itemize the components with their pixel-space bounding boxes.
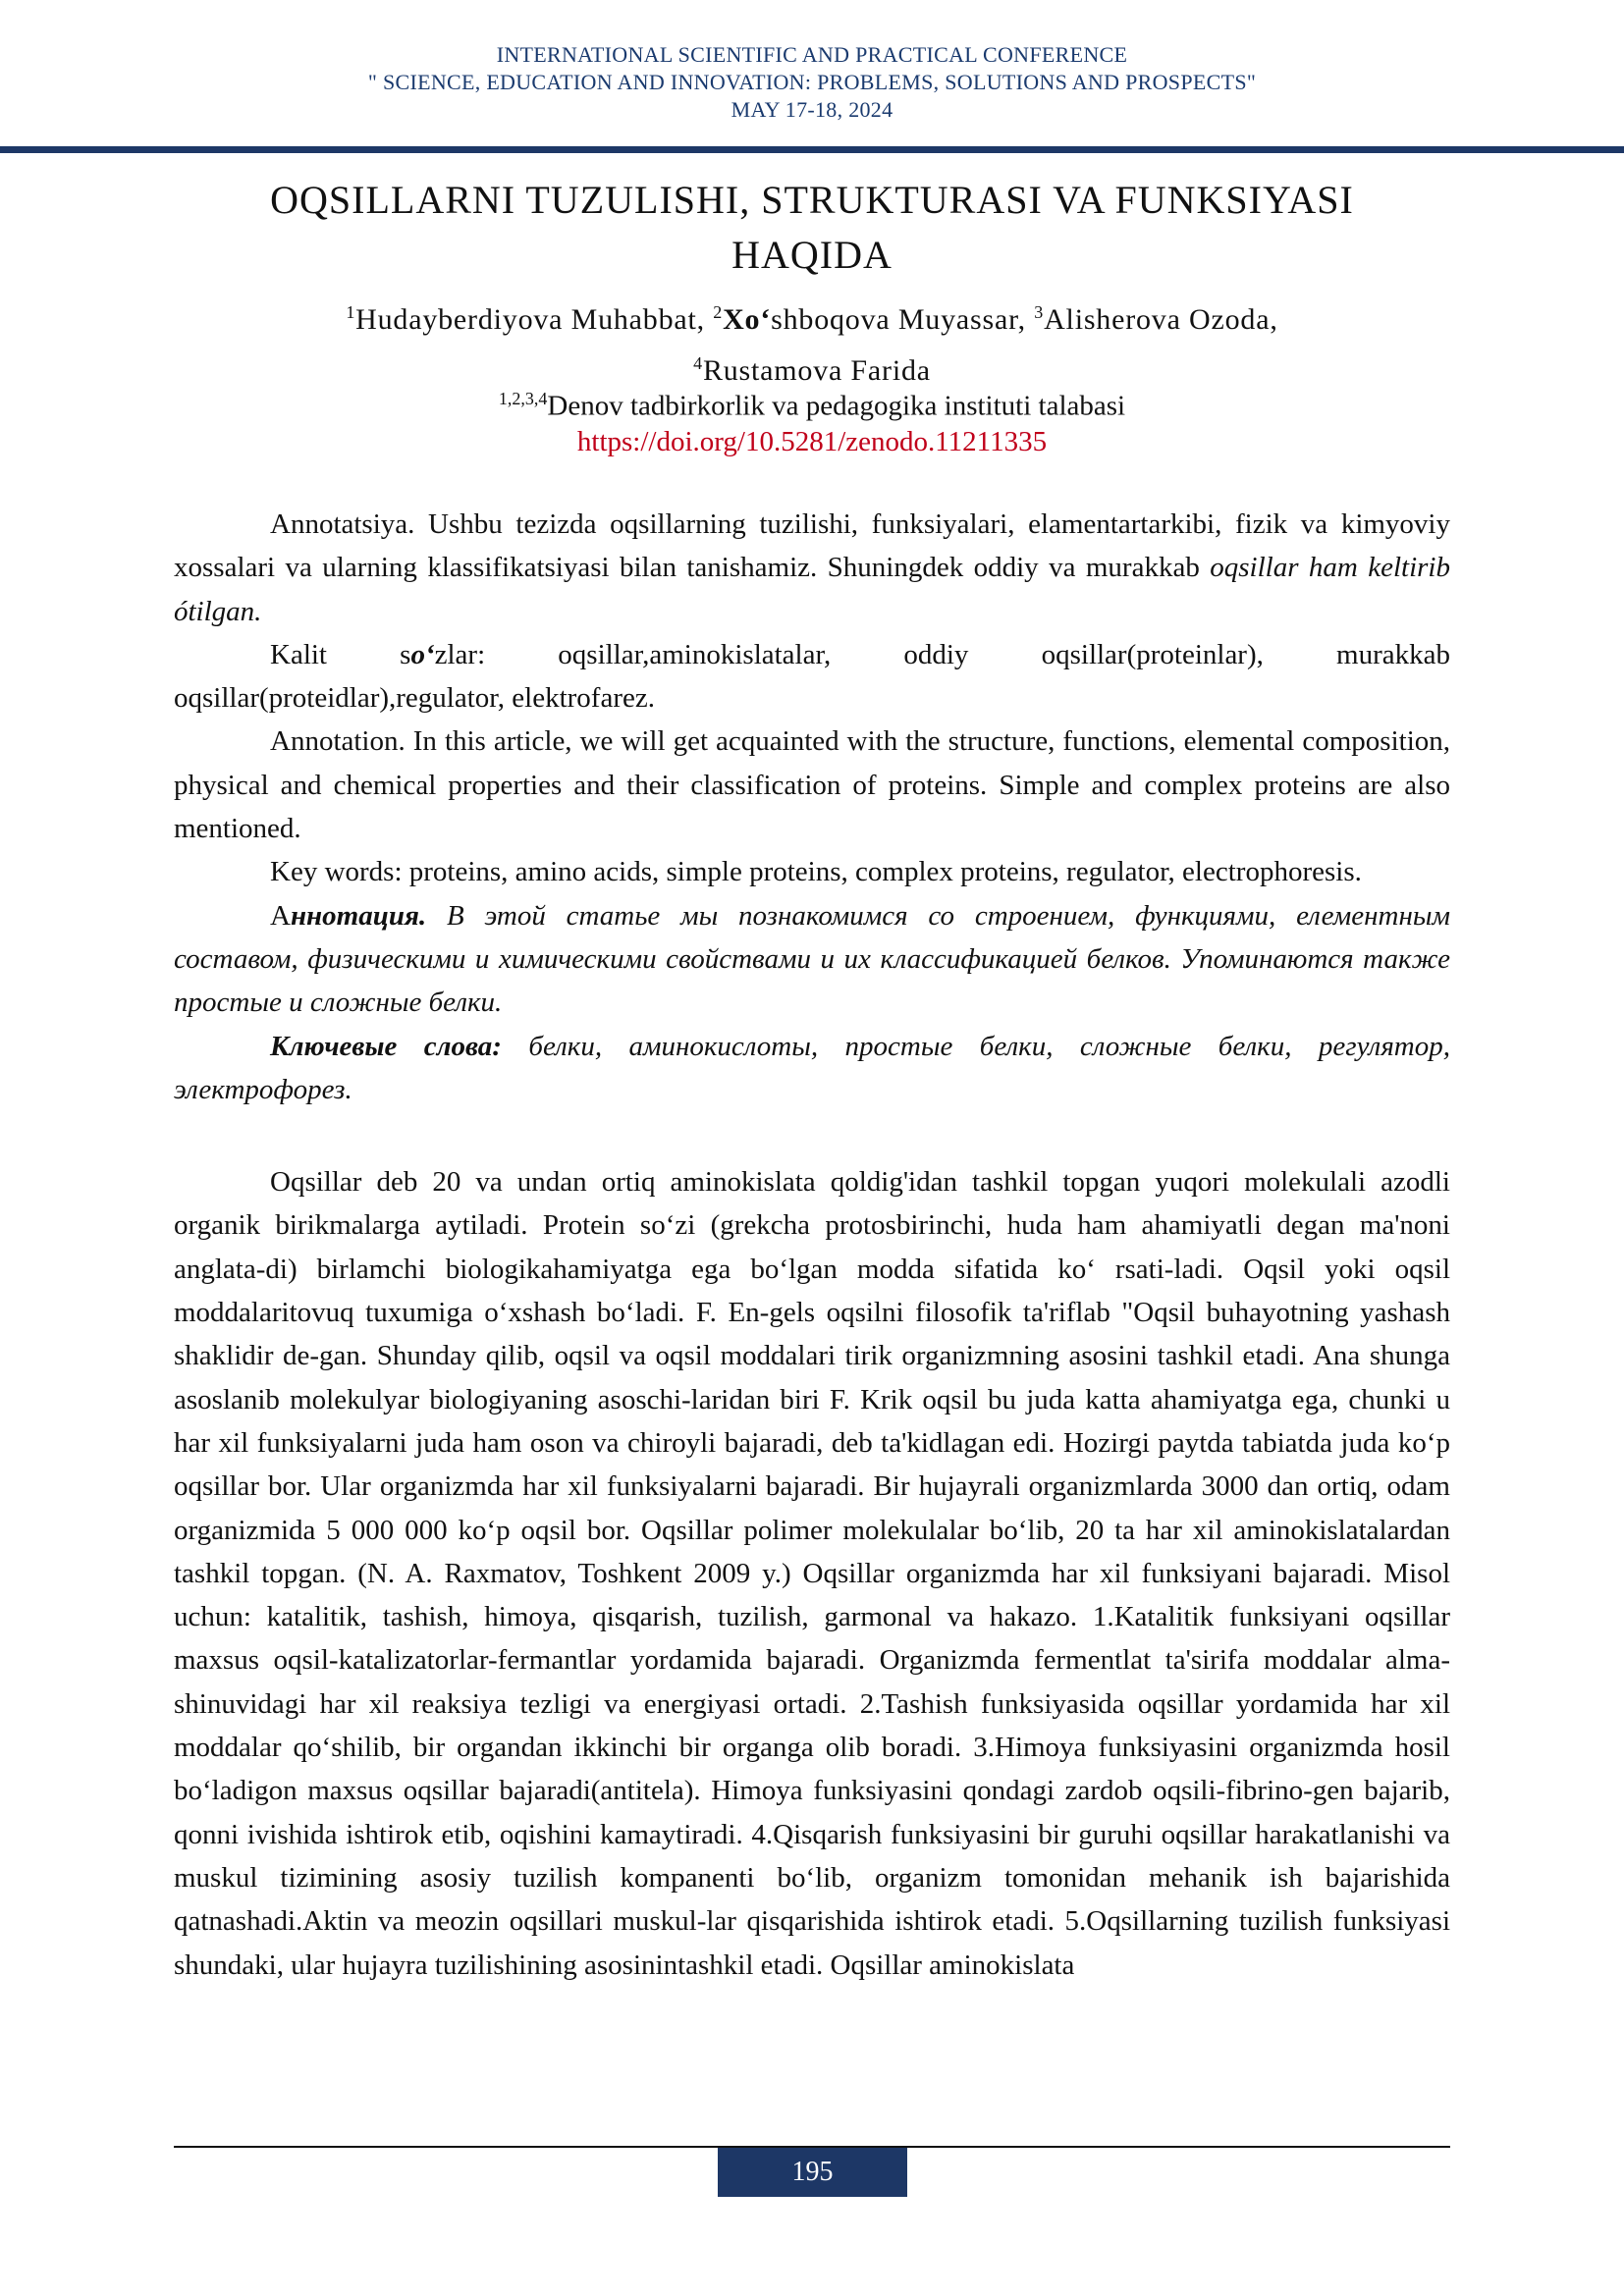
abstract-ru: [174, 894, 1450, 1025]
keywords-uz-label-bold: o‘: [410, 638, 435, 670]
paper-title: [137, 173, 1487, 283]
conference-theme: " SCIENCE, EDUCATION AND INNOVATION: PROBLEMS, SOLUTIONS AND PROSPECTS": [367, 70, 1257, 94]
paper-content: [174, 503, 1450, 1987]
author-4: Rustamova Farida: [702, 354, 931, 387]
body-paragraph: Oqsillar deb 20 va undan ortiq aminokislata qoldig'idan tashkil topgan yuqori molekulali azodli organik birikmalarga aytiladi. Protein so‘zi (grekcha protosbirinchi, huda ham ahamiyatli degan ma'noni anglata-di) birlamchi biologikahamiyatga ega bo‘lgan modda sifatida ko‘ rsati-ladi. Oqsil yoki oqsil moddalaritovuq tuxumiga o‘xshash bo‘ladi. F. En-gels oqsilni filosofik ta'riflab "Oqsil buhayotning yashash shaklidir de-gan. Shunday qilib, oqsil va oqsil moddalari tirik organizmning asosini tashkil etadi. Ana shunga asoslanib molekulyar biologiyaning asoschi-laridan biri F. Krik oqsil bu juda katta ahamiyatga ega, chunki u har xil funksiyalarni juda ham oson va chiroyli bajaradi, deb ta'kidlagan edi. Hozirgi paytda tabiatda juda ko‘p oqsillar bor. Ular organizmda har xil funksiyalarni bajaradi. Bir hujayrali organizmlarda 3000 dan ortiq, odam organizmida 5 000 000 ko‘p oqsil bor. Oqsillar polimer molekulalar bo‘lib, 20 ta har xil aminokislatalardan tashkil topgan. (N. A. Raxmatov, Toshkent 2009 y.) Oqsillar organizmda har xil funksiyani bajaradi. Misol uchun: katalitik, tashish, himoya, qisqarish, tuzilish, garmonal va hakazo. 1.Katalitik funksiyani oqsillar maxsus oqsil-katalizatorlar-fermantlar yordamida bajaradi. Organizmda fermentlat ta'sirifa moddalar alma-shinuvidagi har xil reaksiya tezligi va energiyasi ortadi. 2.Tashish funksiyasida oqsillar yordamida har xil moddalar qo‘shilib, bir organdan ikkinchi bir organga olib boradi. 3.Himoya funksiyasini organizmda hosil bo‘ladigon maxsus oqsillar bajaradi(antitela). Himoya funksiyasini qondagi zardob oqsili-fibrino-gen bajarib, qonni ivishida ishtirok etib, oqishini kamaytiradi. 4.Qisqarish funksiyasini bir guruhi oqsillar harakatlanishi va muskul tizimining asosiy tuzilish kompanenti bo‘lib, organizm tomonidan mehanik ish bajarishida qatnashadi.Aktin va meozin oqsillari muskul-lar qisqarishida ishtirok etadi. 5.Oqsillarning tuzilish funksiyasi shundaki, ular hujayra tuzilishining asosinintashkil etadi. Oqsillar aminokislata: [174, 1166, 1450, 1981]
affiliation-text: Denov tadbirkorlik va pedagogika instituti talabasi: [547, 390, 1126, 422]
author-3: Alisherova Ozoda: [1044, 303, 1271, 336]
keywords-uz-text: oqsillar,aminokislatalar, oddiy oqsillar(proteinlar), murakkab oqsillar(proteidlar),regulator, elektrofarez.: [174, 638, 1450, 715]
keywords-uz-label-post: zlar:: [434, 638, 486, 670]
header-divider: [0, 146, 1624, 153]
title-line-2: HAQIDA: [731, 233, 893, 277]
author-1-index: 1: [346, 302, 356, 322]
author-2: shboqova Muyassar: [771, 303, 1018, 336]
conference-date: MAY 17-18, 2024: [731, 97, 893, 122]
keywords-ru-text: белки, аминокислоты, простые белки, сложные белки, регулятор, электрофорез.: [174, 1030, 1450, 1105]
author-2-initial: Xo‘: [723, 303, 772, 336]
keywords-uz: [174, 633, 1450, 721]
abstract-ru-text: В этой статье мы познакомимся со строением, функциями, елементным составом, физическими и химическими свойствами и их классификацией белков. Упоминаются также простые и сложные белки.: [174, 899, 1450, 1019]
page-number: 195: [718, 2148, 907, 2197]
doi-link[interactable]: https://doi.org/10.5281/zenodo.11211335: [576, 426, 1048, 457]
keywords-uz-label: [270, 639, 485, 670]
keywords-en: Key words: proteins, amino acids, simple proteins, complex proteins, regulator, electrophoresis.: [270, 856, 1362, 888]
author-line-1: $^1$Hudayberdiyova Muhabbat, $^2$Xo‘shboqova Muyassar, $^3$Alisherova Ozoda,: [346, 302, 1278, 336]
abstract-uz: [174, 503, 1450, 633]
keywords-uz-label-pre: Kalit s: [270, 638, 411, 670]
abstract-uz-italic: oqsillar ham keltirib ótilgan.: [174, 552, 1450, 627]
keywords-ru: [174, 1025, 1450, 1112]
author-3-index: 3: [1034, 302, 1045, 322]
author-4-index: 4: [693, 353, 703, 373]
abstract-en: Annotation. In this article, we will get acquainted with the structure, functions, elemental composition, physical and chemical properties and their classification of proteins. Simple and complex proteins are also mentioned.: [174, 725, 1450, 845]
abstract-ru-initial: А: [270, 899, 291, 932]
conference-name: INTERNATIONAL SCIENTIFIC AND PRACTICAL CONFERENCE: [496, 42, 1128, 67]
keywords-ru-label: Ключевые слова:: [270, 1030, 502, 1062]
affiliation-index: 1,2,3,4: [498, 389, 548, 408]
author-1: Hudayberdiyova Muhabbat: [355, 303, 697, 336]
abstract-uz-text: Annotatsiya. Ushbu tezizda oqsillarning tuzilishi, funksiyalari, elamentartarkibi, fizik va kimyoviy xossalari va ularning klassifikatsiyasi bilan tanishamiz. Shuningdek oddiy va murakkab: [174, 508, 1450, 584]
author-2-index: 2: [713, 302, 724, 322]
abstract-ru-label: ннотация.: [290, 899, 427, 932]
section-gap: [174, 1111, 1450, 1160]
title-line-1: OQSILLARNI TUZULISHI, STRUKTURASI VA FUNKSIYASI: [270, 178, 1354, 222]
conference-header: [0, 41, 1624, 124]
